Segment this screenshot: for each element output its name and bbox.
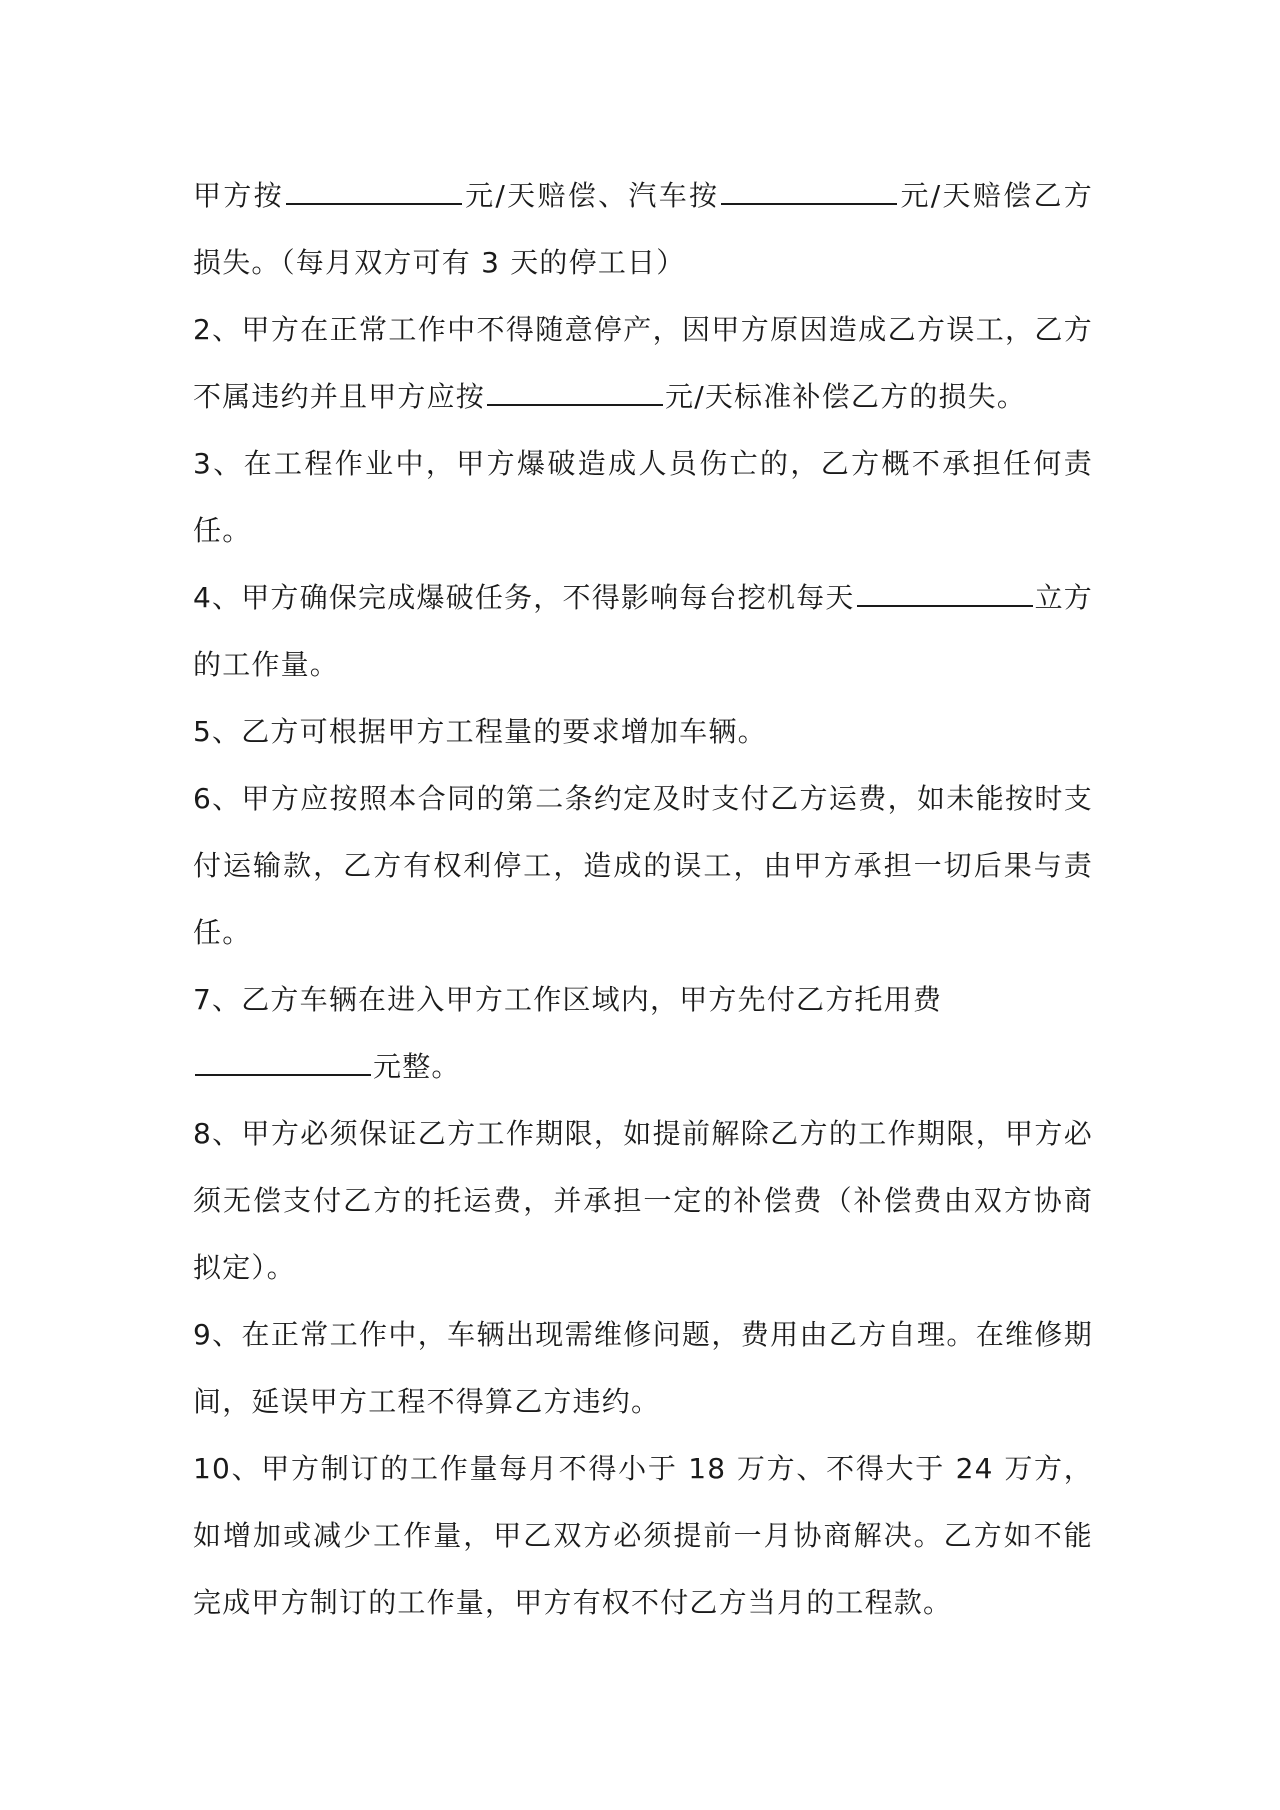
text-segment: 甲方按 <box>193 179 284 212</box>
paragraph-compensation-rates <box>193 162 1093 296</box>
text-segment: 7、乙方车辆在进入甲方工作区域内，甲方先付乙方托用费 <box>193 983 943 1016</box>
contract-body <box>193 162 1093 1636</box>
fill-blank-advance-fee <box>195 1050 371 1076</box>
text-segment: 2、甲方在正常工作中不得随意停产，因甲方原因造成乙方误工，乙方不属违约并且甲方应按 <box>193 313 1093 413</box>
text-segment: 4、甲方确保完成爆破任务，不得影响每台挖机每天 <box>193 581 855 614</box>
text-segment: 元/天赔偿乙方损失。（每月双方可有 3 天的停工日） <box>193 179 1093 279</box>
clause-6: 6、甲方应按照本合同的第二条约定及时支付乙方运费，如未能按时支付运输款，乙方有权利停工，造成的误工，由甲方承担一切后果与责任。 <box>193 782 1093 949</box>
text-segment: 元/天赔偿、汽车按 <box>463 179 720 212</box>
clause-9: 9、在正常工作中，车辆出现需维修问题，费用由乙方自理。在维修期间，延误甲方工程不得算乙方违约。 <box>193 1318 1093 1418</box>
clause-4 <box>193 564 1093 698</box>
text-segment: 立方的工作量。 <box>193 581 1093 681</box>
fill-blank-truck-rate <box>721 179 897 205</box>
clause-3: 3、在工程作业中，甲方爆破造成人员伤亡的，乙方概不承担任何责任。 <box>193 447 1093 547</box>
text-segment: 元整。 <box>373 1050 461 1083</box>
text-segment: 元/天标准补偿乙方的损失。 <box>665 380 1027 413</box>
clause-10: 10、甲方制订的工作量每月不得小于 18 万方、不得大于 24 万方，如增加或减少工作量，甲乙双方必须提前一月协商解决。乙方如不能完成甲方制订的工作量，甲方有权不付乙方当月的工程款。 <box>193 1452 1093 1619</box>
fill-blank-excavator-rate <box>286 179 462 205</box>
clause-8: 8、甲方必须保证乙方工作期限，如提前解除乙方的工作期限，甲方必须无偿支付乙方的托运费，并承担一定的补偿费（补偿费由双方协商拟定）。 <box>193 1117 1093 1284</box>
fill-blank-downtime-rate <box>487 380 663 406</box>
clause-7 <box>193 966 1093 1100</box>
clause-5: 5、乙方可根据甲方工程量的要求增加车辆。 <box>193 715 767 748</box>
clause-2 <box>193 296 1093 430</box>
fill-blank-daily-volume <box>857 581 1033 607</box>
